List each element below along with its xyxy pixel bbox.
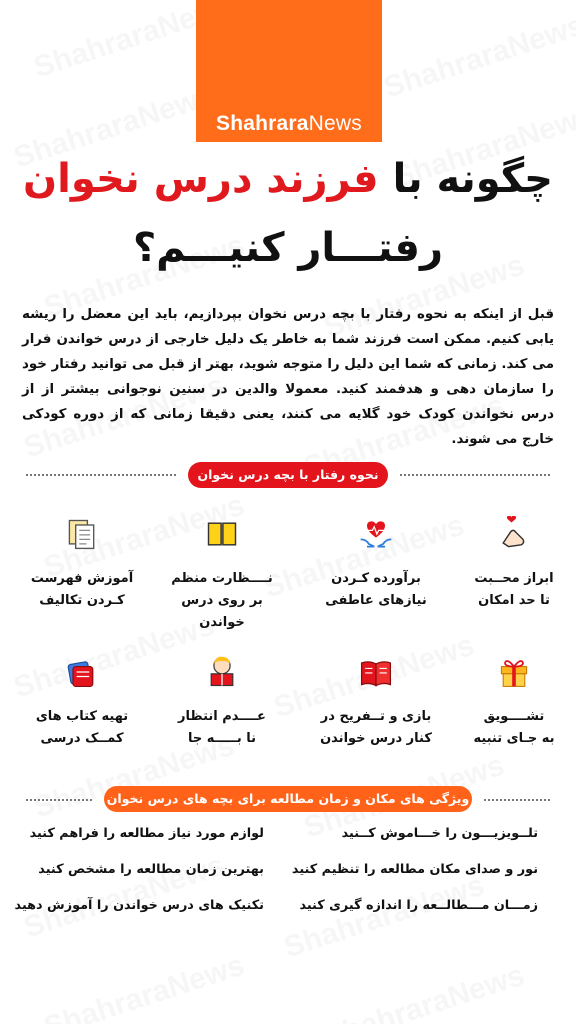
feature-item: لوازم مورد نیاز مطالعه را فراهم کنید	[29, 826, 264, 841]
feature-item: نور و صدای مکان مطالعه را تنظیم کنید	[291, 862, 538, 877]
tip-item	[162, 514, 282, 634]
divider	[26, 474, 176, 476]
brand-name: ShahraraNews	[216, 112, 362, 135]
page-title-line1: چگونه با فرزند درس نخوان	[23, 156, 553, 202]
tip-item	[22, 652, 142, 750]
heart-care-icon	[356, 514, 396, 554]
tip-label: بازی و تــفریح در کنار درس خواندن	[320, 709, 432, 746]
tip-label: تهیه کتاب های کمــک درسی	[35, 709, 129, 746]
tip-item	[162, 652, 282, 750]
tip-label: تشــــویق به جـای تنبیه	[473, 709, 555, 746]
tip-item	[316, 514, 436, 612]
books-stack-icon	[62, 652, 102, 692]
feature-item: زمـــان مـــطالــعه را اندازه گیری کنید	[299, 898, 538, 913]
intro-paragraph: قبل از اینکه به نحوه رفتار با بچه درس نخوان بپردازیم، باید این معضل را ریشه یابی کنیم. ممکن است فرزند شما به خاطر یک دلیل خارجی از درس خواندن فرار می کند. زمانی که شما این دلیل را متوجه شوید، بهتر از قبل می توانید رفتار خود را سازمان دهی و هدفمند کنید. معمولا والدین در سنین نوجوانی بیشتر از از درس نخواندن کودک خود گلایه می کنند، یعنی دقیقا زمانی که از دوره کودکی خارج می شوند.	[22, 307, 554, 447]
feature-item: تلــویزیـــون را خـــاموش کــنید	[341, 826, 538, 841]
tip-item	[316, 652, 436, 750]
brand-logo	[196, 0, 382, 142]
divider	[400, 474, 550, 476]
tip-label: ابراز محــبت تا حد امکان	[474, 571, 554, 608]
reading-book-icon	[356, 652, 396, 692]
section-heading-study-place: ویژگی های مکان و زمان مطالعه برای بچه های درس نخوان	[104, 786, 472, 812]
tip-item	[22, 514, 142, 612]
book-icon	[202, 514, 242, 554]
tip-item	[454, 514, 574, 612]
heart-hand-icon	[494, 514, 534, 554]
child-reading-icon	[202, 652, 242, 692]
divider	[26, 799, 92, 801]
divider	[484, 799, 550, 801]
section-heading-behavior: نحوه رفتار با بچه درس نخوان	[188, 462, 388, 488]
page-title-line2: رفتـــار کنیـــم؟	[132, 225, 444, 271]
feature-item: تکنیک های درس خواندن را آموزش دهید	[14, 898, 264, 913]
tip-label: نــــظارت منظم بر روی درس خواندن	[171, 571, 273, 630]
tip-item	[454, 652, 574, 750]
tip-label: برآورده کـردن نیازهای عاطفی	[325, 571, 427, 608]
feature-item: بهترین زمان مطالعه را مشخص کنید	[38, 862, 264, 877]
documents-icon	[62, 514, 102, 554]
gift-icon	[494, 652, 534, 692]
tip-label: آموزش فهرست کـردن تکالیف	[30, 571, 134, 608]
tip-label: عــــدم انتظار نا بـــــه جا	[178, 709, 266, 746]
